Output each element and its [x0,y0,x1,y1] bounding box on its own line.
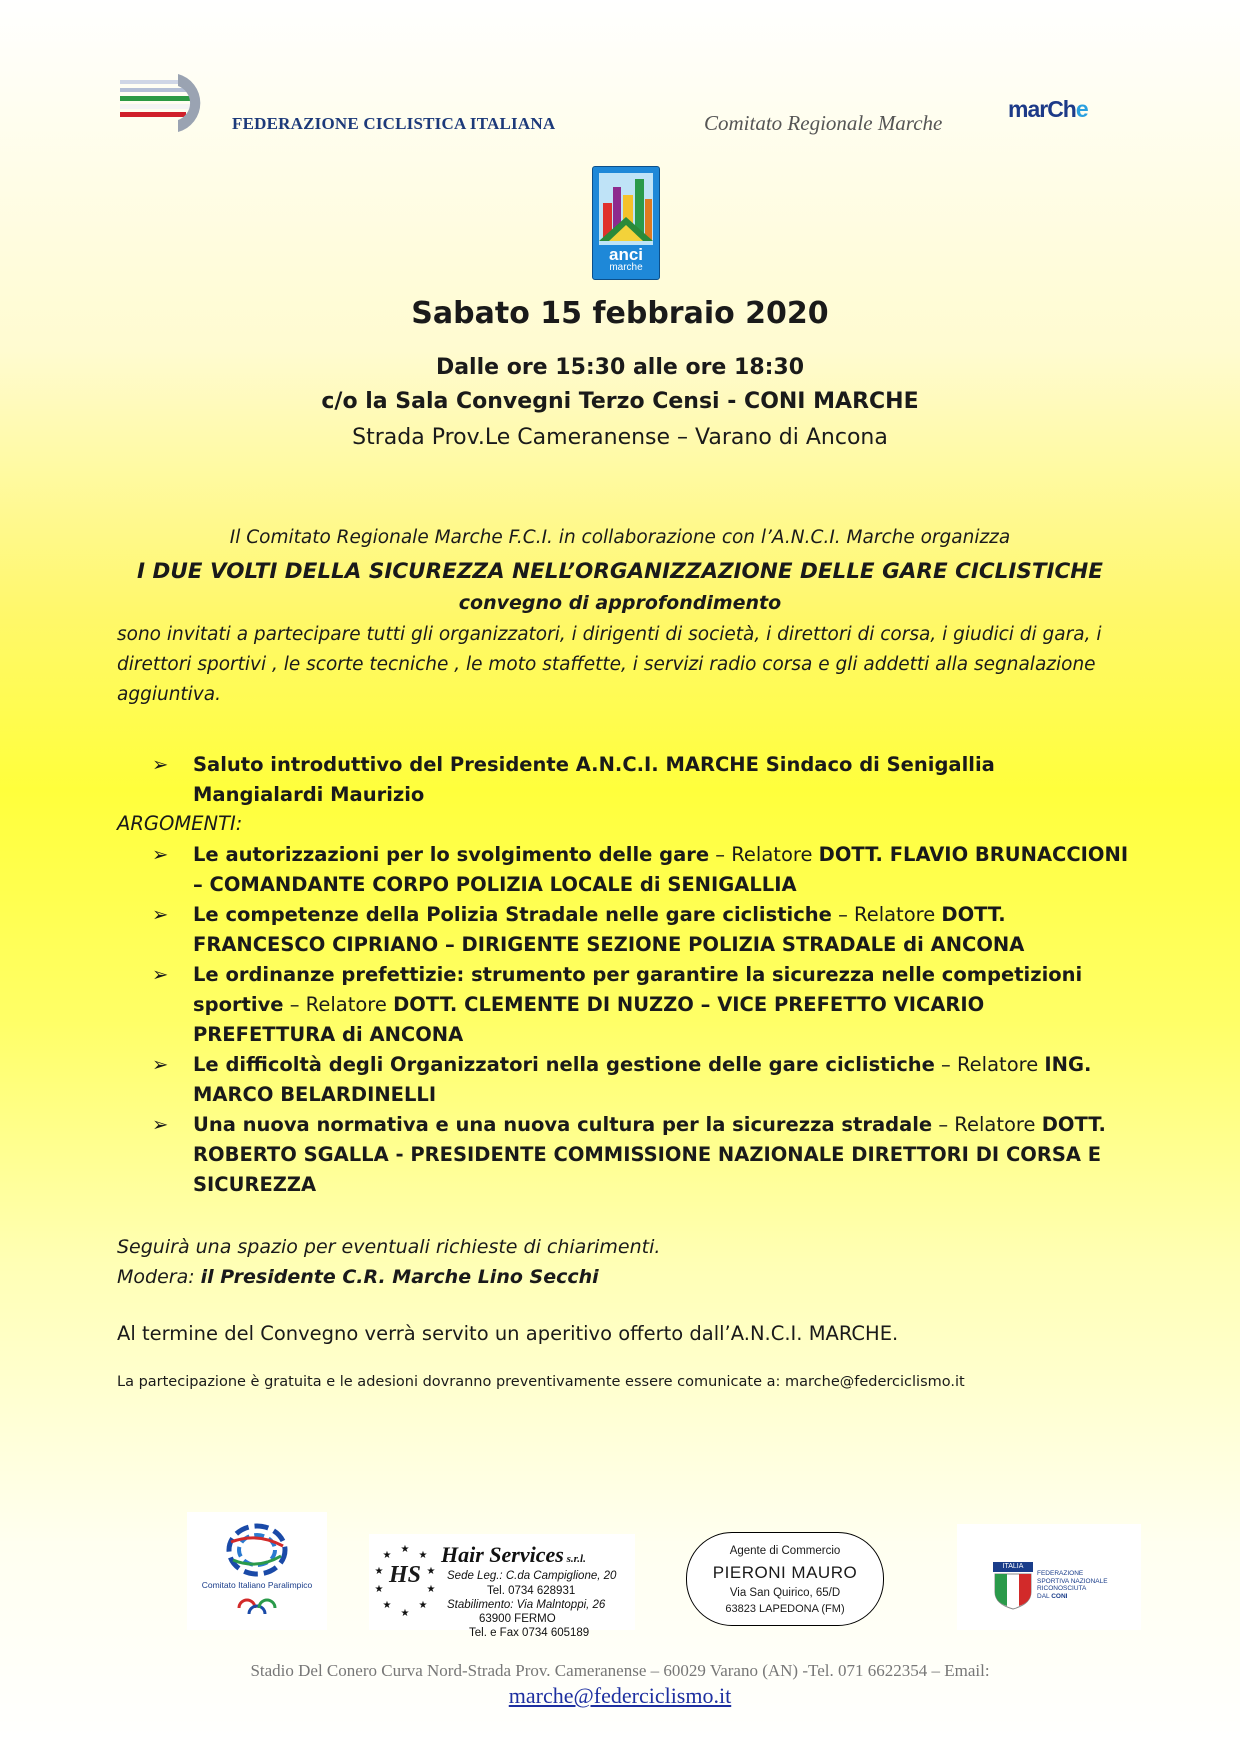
list-item [150,750,1130,810]
moderator-line [117,1266,599,1288]
arrow-bullet-icon: ➢ [152,1113,169,1136]
list-item [150,960,1130,1050]
topic-connector: – Relatore [932,1113,1042,1136]
anci-marche-logo [592,166,660,280]
conference-subtitle: convegno di approfondimento [458,592,782,614]
cip-sponsor-logo [187,1512,327,1630]
svg-text:★: ★ [426,1584,436,1595]
list-item [150,900,1130,960]
topic-connector: – Relatore [283,993,394,1016]
anci-logo-subtext: marche [609,262,643,273]
arrow-bullet-icon: ➢ [152,1053,169,1076]
hair-services-line: Tel. e Fax 0734 605189 [469,1627,590,1639]
hair-services-line: Tel. 0734 628931 [487,1585,576,1597]
hair-services-line: 63900 FERMO [479,1613,556,1625]
list-item [150,1110,1130,1200]
aperitivo-note: Al termine del Convegno verrà servito un aperitivo offerto dall’A.N.C.I. MARCHE. [117,1322,899,1345]
topic-title: Le competenze della Polizia Stradale nelle gare ciclistiche [193,903,832,926]
topic-speaker: DOTT. FLAVIO BRUNACCIONI – COMANDANTE CORPO POLIZIA LOCALE di SENIGALLIA [193,843,1129,896]
topic-title: Una nuova normativa e una nuova cultura per la sicurezza stradale [193,1113,933,1136]
pieroni-name: PIERONI MAURO [712,1563,858,1582]
hair-services-name: Hair Services s.r.l. [441,1542,586,1567]
moderator-label: Modera: [117,1266,201,1288]
event-time: Dalle ore 15:30 alle ore 18:30 [435,355,805,380]
greeting-list [150,750,1130,810]
svg-text:★: ★ [382,1600,392,1611]
cip-label: Comitato Italiano Paralimpico [201,1580,313,1590]
list-item [150,840,1130,900]
anci-logo-text: anci [608,245,644,264]
svg-text:★: ★ [418,1550,428,1561]
hair-services-sponsor [369,1534,635,1639]
topic-title: Le difficoltà degli Organizzatori nella gestione delle gare ciclistiche [193,1053,935,1076]
topics-list [150,840,1130,1200]
topic-title: Le autorizzazioni per lo svolgimento delle gare [193,843,710,866]
pieroni-street: Via San Quirico, 65/D [729,1587,841,1599]
coni-recognition-text: FEDERAZIONE SPORTIVA NAZIONALE RICONOSCIUTA DAL CONI [1037,1570,1108,1600]
list-item [150,1050,1130,1110]
pieroni-role: Agente di Commercio [729,1545,841,1557]
intro-line: Il Comitato Regionale Marche F.C.I. in collaborazione con l’A.N.C.I. Marche organizza [229,527,1011,548]
moderator-name: il Presidente C.R. Marche Lino Secchi [200,1266,599,1288]
topics-label: ARGOMENTI: [117,812,243,835]
footer-email-link[interactable]: marche@federciclismo.it [508,1683,732,1708]
qa-note: Seguirà una spazio per eventuali richieste di chiarimenti. [117,1236,661,1258]
pieroni-city: 63823 LAPEDONA (FM) [725,1603,845,1615]
italia-badge-text: ITALIA [1002,1563,1024,1570]
conference-title: I DUE VOLTI DELLA SICUREZZA NELL’ORGANIZZAZIONE DELLE GARE CICLISTICHE [137,559,1103,584]
topic-connector: – Relatore [709,843,819,866]
footer-address: Stadio Del Conero Curva Nord-Strada Prov. Cameranense – 60029 Varano (AN) -Tel. 071 6622354 – Email: [250,1661,990,1680]
topic-connector: – Relatore [831,903,942,926]
arrow-bullet-icon: ➢ [152,903,169,926]
arrow-bullet-icon: ➢ [152,753,169,776]
topic-connector: – Relatore [934,1053,1045,1076]
fci-logo [120,72,230,134]
invitation-text: sono invitati a partecipare tutti gli organizzatori, i dirigenti di società, i direttori di corsa, i giudici di gara, i direttori sportivi , le scorte tecniche , le moto staffette, i servizi radio corsa e gli addetti alla segnalazione aggiuntiva. [117,624,1102,705]
topic-speaker: DOTT. CLEMENTE DI NUZZO – VICE PREFETTO VICARIO PREFETTURA di ANCONA [193,993,985,1046]
greeting-text: Saluto introduttivo del Presidente A.N.C.I. MARCHE Sindaco di Senigallia Mangialardi Maurizio [193,753,995,806]
marche-logo: marChe [1008,96,1088,122]
event-venue: c/o la Sala Convegni Terzo Censi - CONI MARCHE [321,389,919,414]
pieroni-sponsor-stamp [686,1532,884,1626]
svg-text:★: ★ [426,1566,436,1577]
arrow-bullet-icon: ➢ [152,963,169,986]
registration-note: La partecipazione è gratuita e le adesioni dovranno preventivamente essere comunicate a: marche@federciclismo.it [117,1374,965,1390]
svg-text:★: ★ [374,1566,384,1577]
event-date: Sabato 15 febbraio 2020 [411,296,829,331]
regional-committee-name: Comitato Regionale Marche [704,111,943,135]
svg-text:★: ★ [374,1584,384,1595]
arrow-bullet-icon: ➢ [152,843,169,866]
svg-text:★: ★ [382,1550,392,1561]
topic-speaker: DOTT. FRANCESCO CIPRIANO – DIRIGENTE SEZIONE POLIZIA STRADALE di ANCONA [193,903,1025,956]
topic-speaker: ING. MARCO BELARDINELLI [193,1053,1092,1106]
hair-services-line: Sede Leg.: C.da Campiglione, 20 [447,1570,617,1582]
svg-text:★: ★ [418,1600,428,1611]
hair-services-line: Stabilimento: Via Malntoppi, 26 [447,1599,606,1611]
castle-towers-icon [599,173,653,245]
hs-initials: HS [389,1562,422,1588]
topic-title: Le ordinanze prefettizie: strumento per garantire la sicurezza nelle competizioni sportive [193,963,1083,1016]
hair-services-suffix: s.r.l. [563,1553,586,1565]
svg-text:★: ★ [400,1608,410,1619]
topic-speaker: DOTT. ROBERTO SGALLA - PRESIDENTE COMMISSIONE NAZIONALE DIRETTORI DI CORSA E SICUREZZA [193,1113,1106,1196]
cip-swirl-icon [187,1512,327,1630]
svg-text:★: ★ [400,1544,410,1555]
event-address: Strada Prov.Le Cameranense – Varano di Ancona [352,425,888,450]
coni-recognition-logo [957,1524,1141,1630]
federation-name: FEDERAZIONE CICLISTICA ITALIANA [232,114,556,133]
